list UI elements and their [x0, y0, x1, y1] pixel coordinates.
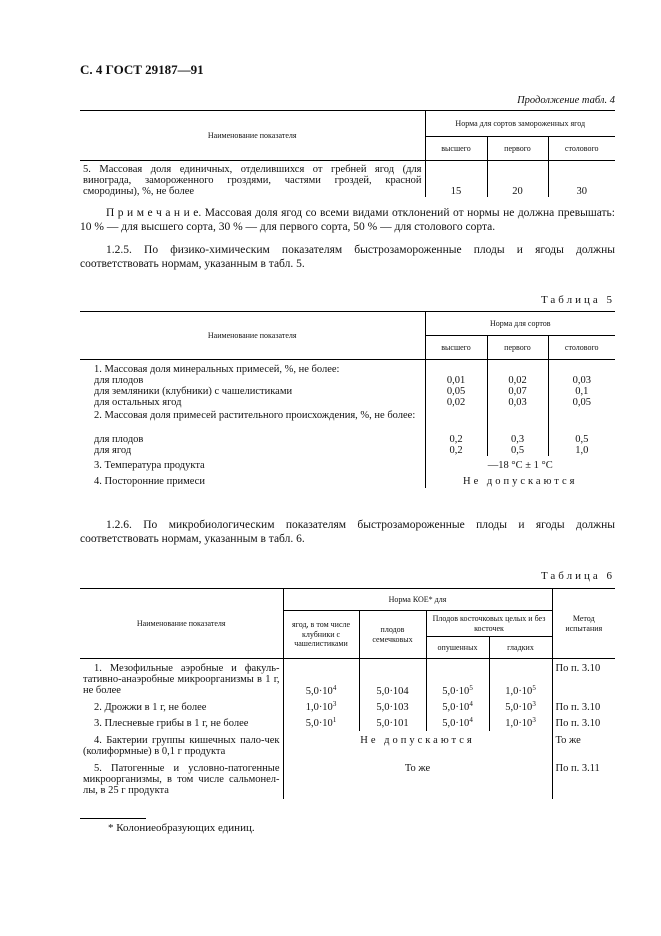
t5-grade-2: первого — [487, 336, 548, 360]
table-6 — [80, 588, 615, 799]
t5-row1c-v2: 0,03 — [487, 397, 548, 408]
t5-row2a-v2: 0,3 — [487, 434, 548, 445]
t5-row2a-v1: 0,2 — [425, 434, 487, 445]
t5-row2b-name: для ягод — [94, 445, 132, 456]
t5-row1b-name: для земляники (клубники) с чашелистиками — [94, 386, 293, 397]
t4-grade-1: высшего — [425, 137, 487, 161]
t6-row1-method: По п. 3.10 — [552, 659, 615, 699]
t4-grade-2: первого — [487, 137, 548, 161]
t5-grade-1: высшего — [425, 336, 487, 360]
t5-row2a-name: для плодов — [94, 434, 144, 445]
table-4-note: П р и м е ч а н и е. Массовая доля ягод со всеми видами отклонений от нормы не должна превышать: 10 % — для высшего сорта, 30 % — для первого сорта, 50 % — для столового сорта. — [80, 207, 615, 233]
t6-row2-method: По п. 3.10 — [552, 699, 615, 715]
t5-row1: 1. Массовая доля минеральных примесей, %, не более: — [94, 364, 340, 375]
t6-row4-method: То же — [552, 731, 615, 759]
t6-row1-v3: $5,0\cdot 10^5$ — [426, 659, 489, 699]
t6-col-berries: ягод, в том числе клубники с чашелистиками — [283, 611, 359, 659]
t6-row2-v4: $5,0\cdot 10^3$ — [489, 699, 552, 715]
table-5 — [80, 311, 615, 488]
t5-row1b-v2: 0,07 — [487, 386, 548, 397]
t6-col-stone: Плодов косточковых целых и без косточек — [426, 611, 552, 637]
t6-row1-v4: $1,0\cdot 10^5$ — [489, 659, 552, 699]
t6-row5-name: 5. Патогенные и условно-патогенные микроорганизмы, в том числе сальмонел-лы, в 25 г продукта — [83, 762, 280, 796]
t6-row2-v3: $5,0\cdot 10^4$ — [426, 699, 489, 715]
t6-row1-v1: $5,0\cdot 10^4$ — [283, 659, 359, 699]
t5-row1c-v3: 0,05 — [548, 397, 615, 408]
t5-row2: 2. Массовая доля примесей растительного происхождения, %, не более: — [94, 410, 416, 421]
t6-col-smooth: гладких — [489, 637, 552, 659]
t5-row3-value: —18 °С ± 1 °С — [425, 456, 615, 472]
t5-row1a-v3: 0,03 — [548, 375, 615, 386]
t6-col-norm: Норма КОЕ* для — [283, 589, 552, 611]
t5-row2a-v3: 0,5 — [548, 434, 615, 445]
t4-row5-v3: 30 — [548, 161, 615, 198]
footnote: * Колониеобразующих единиц. — [108, 822, 255, 834]
t4-col-name: Наименование показателя — [80, 111, 425, 161]
t6-row3-name: 3. Плесневые грибы в 1 г, не более — [94, 717, 249, 729]
t6-row3-method: По п. 3.10 — [552, 715, 615, 731]
paragraph-1-2-5: 1.2.5. По физико-химическим показателям быстрозамороженные плоды и ягоды должны соответствовать нормам, указанным в табл. 5. — [80, 244, 615, 270]
t6-row2-v2: 5,0·103 — [359, 699, 426, 715]
t6-row3-v3: $5,0\cdot 10^4$ — [426, 715, 489, 731]
t6-col-name: Наименование показателя — [80, 589, 283, 659]
table-6-caption: Таблица 6 — [540, 570, 615, 582]
t6-row1-v2: 5,0·104 — [359, 659, 426, 699]
t6-row1-name: 1. Мезофильные аэробные и факуль-тативно-анаэробные микроорганизмы в 1 г, не более — [83, 663, 280, 696]
t4-col-norm: Норма для сортов замороженных ягод — [425, 111, 615, 137]
t5-row1c-name: для остальных ягод — [94, 397, 182, 408]
t5-row1a-name: для плодов — [94, 375, 144, 386]
t5-row2b-v2: 0,5 — [487, 445, 548, 456]
t6-row5-value: То же — [283, 759, 552, 799]
table-continuation-label: Продолжение табл. 4 — [517, 95, 615, 106]
t6-row3-v2: 5,0·101 — [359, 715, 426, 731]
footnote-rule — [80, 818, 146, 819]
t6-col-pubescent: опушенных — [426, 637, 489, 659]
t5-row2b-v1: 0,2 — [425, 445, 487, 456]
t6-row5-method: По п. 3.11 — [552, 759, 615, 799]
table-4 — [80, 110, 615, 197]
t5-row1b-v3: 0,1 — [548, 386, 615, 397]
t6-row2-v1: $1,0\cdot 10^3$ — [283, 699, 359, 715]
page-header: С. 4 ГОСТ 29187—91 — [80, 62, 204, 77]
t6-row4-value: Не допускаются — [283, 731, 552, 759]
table-5-caption: Таблица 5 — [540, 294, 615, 306]
t6-col-method: Метод испытания — [552, 589, 615, 659]
paragraph-1-2-6: 1.2.6. По микробиологическим показателям быстрозамороженные плоды и ягоды должны соответствовать нормам, указанным в табл. 6. — [80, 519, 615, 545]
t5-col-name: Наименование показателя — [80, 312, 425, 360]
t5-row4-value: Не допускаются — [425, 472, 615, 488]
t6-row3-v4: $1,0\cdot 10^3$ — [489, 715, 552, 731]
t4-grade-3: столового — [548, 137, 615, 161]
t6-col-pome: плодов семечковых — [359, 611, 426, 659]
t5-col-norm: Норма для сортов — [425, 312, 615, 336]
t5-row1a-v2: 0,02 — [487, 375, 548, 386]
t6-row2-name: 2. Дрожжи в 1 г, не более — [94, 701, 207, 713]
t5-row1b-v1: 0,05 — [425, 386, 487, 397]
t5-row4-name: 4. Посторонние примеси — [94, 476, 205, 487]
t5-grade-3: столового — [548, 336, 615, 360]
t5-row1c-v1: 0,02 — [425, 397, 487, 408]
t5-row3-name: 3. Температура продукта — [94, 460, 205, 471]
t6-row3-v1: $5,0\cdot 10^1$ — [283, 715, 359, 731]
t6-row4-name: 4. Бактерии группы кишечных пало-чек (колиформные) в 0,1 г продукта — [83, 734, 280, 757]
t4-row5-name: 5. Массовая доля единичных, отделившихся от гребней ягод (для винограда, замороженного гроздями, частями гроздей, красной смородины), %, не более — [83, 164, 422, 197]
t4-row5-v1: 15 — [425, 161, 487, 198]
t4-row5-v2: 20 — [487, 161, 548, 198]
t5-row1a-v1: 0,01 — [425, 375, 487, 386]
t5-row2b-v3: 1,0 — [548, 445, 615, 456]
